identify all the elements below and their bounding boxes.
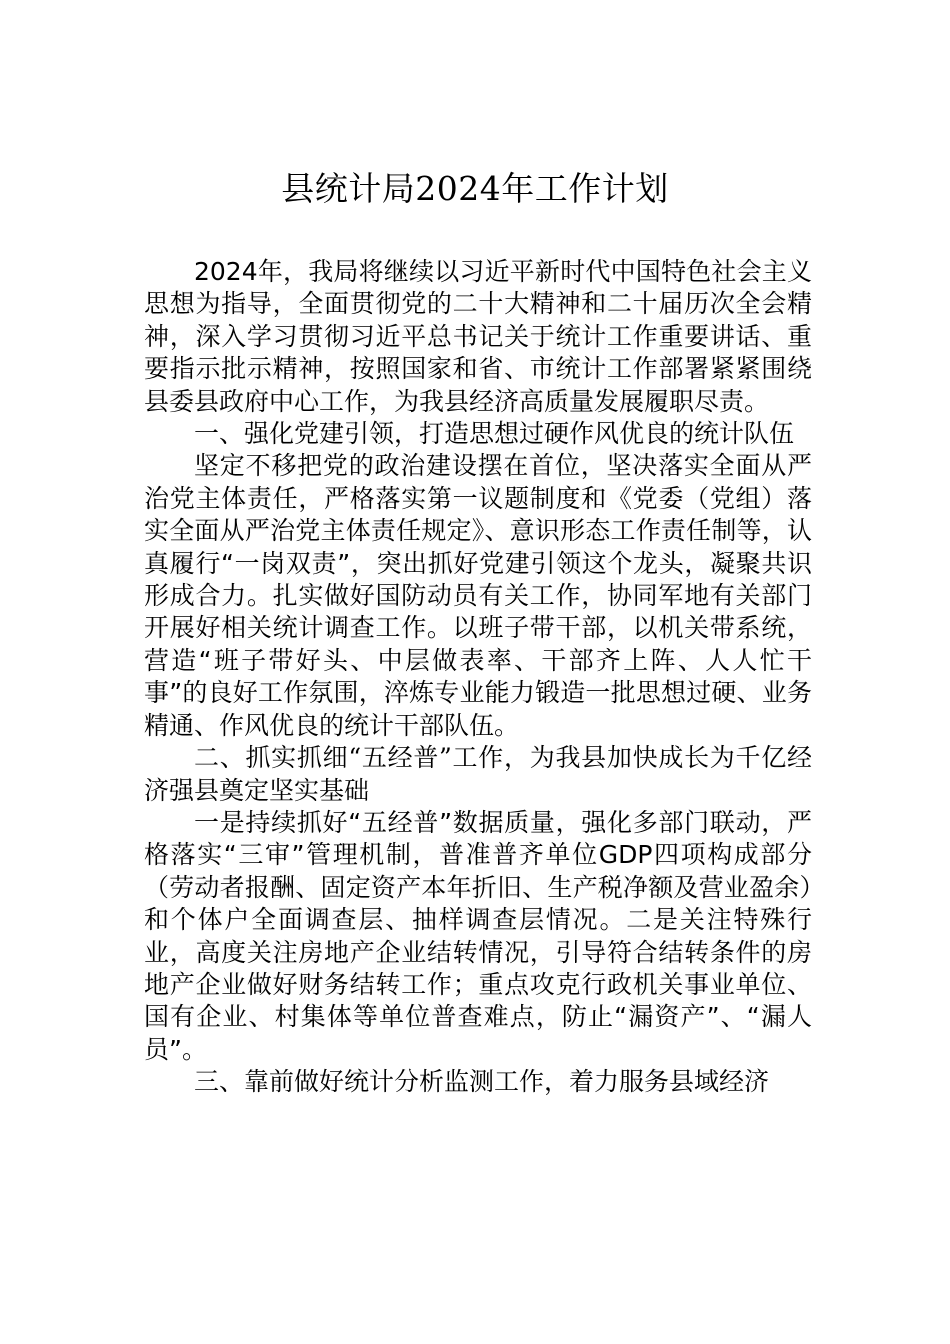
document-body	[144, 256, 812, 1099]
intro-paragraph: 2024年，我局将继续以习近平新时代中国特色社会主义思想为指导，全面贯彻党的二十大精神和二十届历次全会精神，深入学习贯彻习近平总书记关于统计工作重要讲话、重要指示批示精神，按照国家和省、市统计工作部署紧紧围绕县委县政府中心工作，为我县经济高质量发展履职尽责。	[144, 257, 812, 416]
section-heading-3: 三、靠前做好统计分析监测工作，着力服务县域经济	[194, 1067, 770, 1097]
section-heading-1: 一、强化党建引领，打造思想过硬作风优良的统计队伍	[194, 419, 795, 449]
section-body-2: 一是持续抓好“五经普”数据质量，强化多部门联动，严格落实“三审”管理机制，普准普齐单位GDP四项构成部分（劳动者报酬、固定资产本年折旧、生产税净额及营业盈余）和个体户全面调查层、抽样调查层情况。二是关注特殊行业，高度关注房地产企业结转情况，引导符合结转条件的房地产企业做好财务结转工作；重点攻克行政机关事业单位、国有企业、村集体等单位普查难点，防止“漏资产”、“漏人员”。	[144, 807, 812, 1064]
section-heading-2: 二、抓实抓细“五经普”工作，为我县加快成长为千亿经济强县奠定坚实基础	[144, 743, 812, 805]
document-title: 县统计局2024年工作计划	[281, 169, 669, 208]
section-body-1: 坚定不移把党的政治建设摆在首位，坚决落实全面从严治党主体责任，严格落实第一议题制度和《党委（党组）落实全面从严治党主体责任规定》、意识形态工作责任制等，认真履行“一岗双责”，突出抓好党建引领这个龙头，凝聚共识形成合力。扎实做好国防动员有关工作，协同军地有关部门开展好相关统计调查工作。以班子带干部，以机关带系统，营造“班子带好头、中层做表率、干部齐上阵、人人忙干事”的良好工作氛围，淬炼专业能力锻造一批思想过硬、业务精通、作风优良的统计干部队伍。	[144, 451, 812, 740]
